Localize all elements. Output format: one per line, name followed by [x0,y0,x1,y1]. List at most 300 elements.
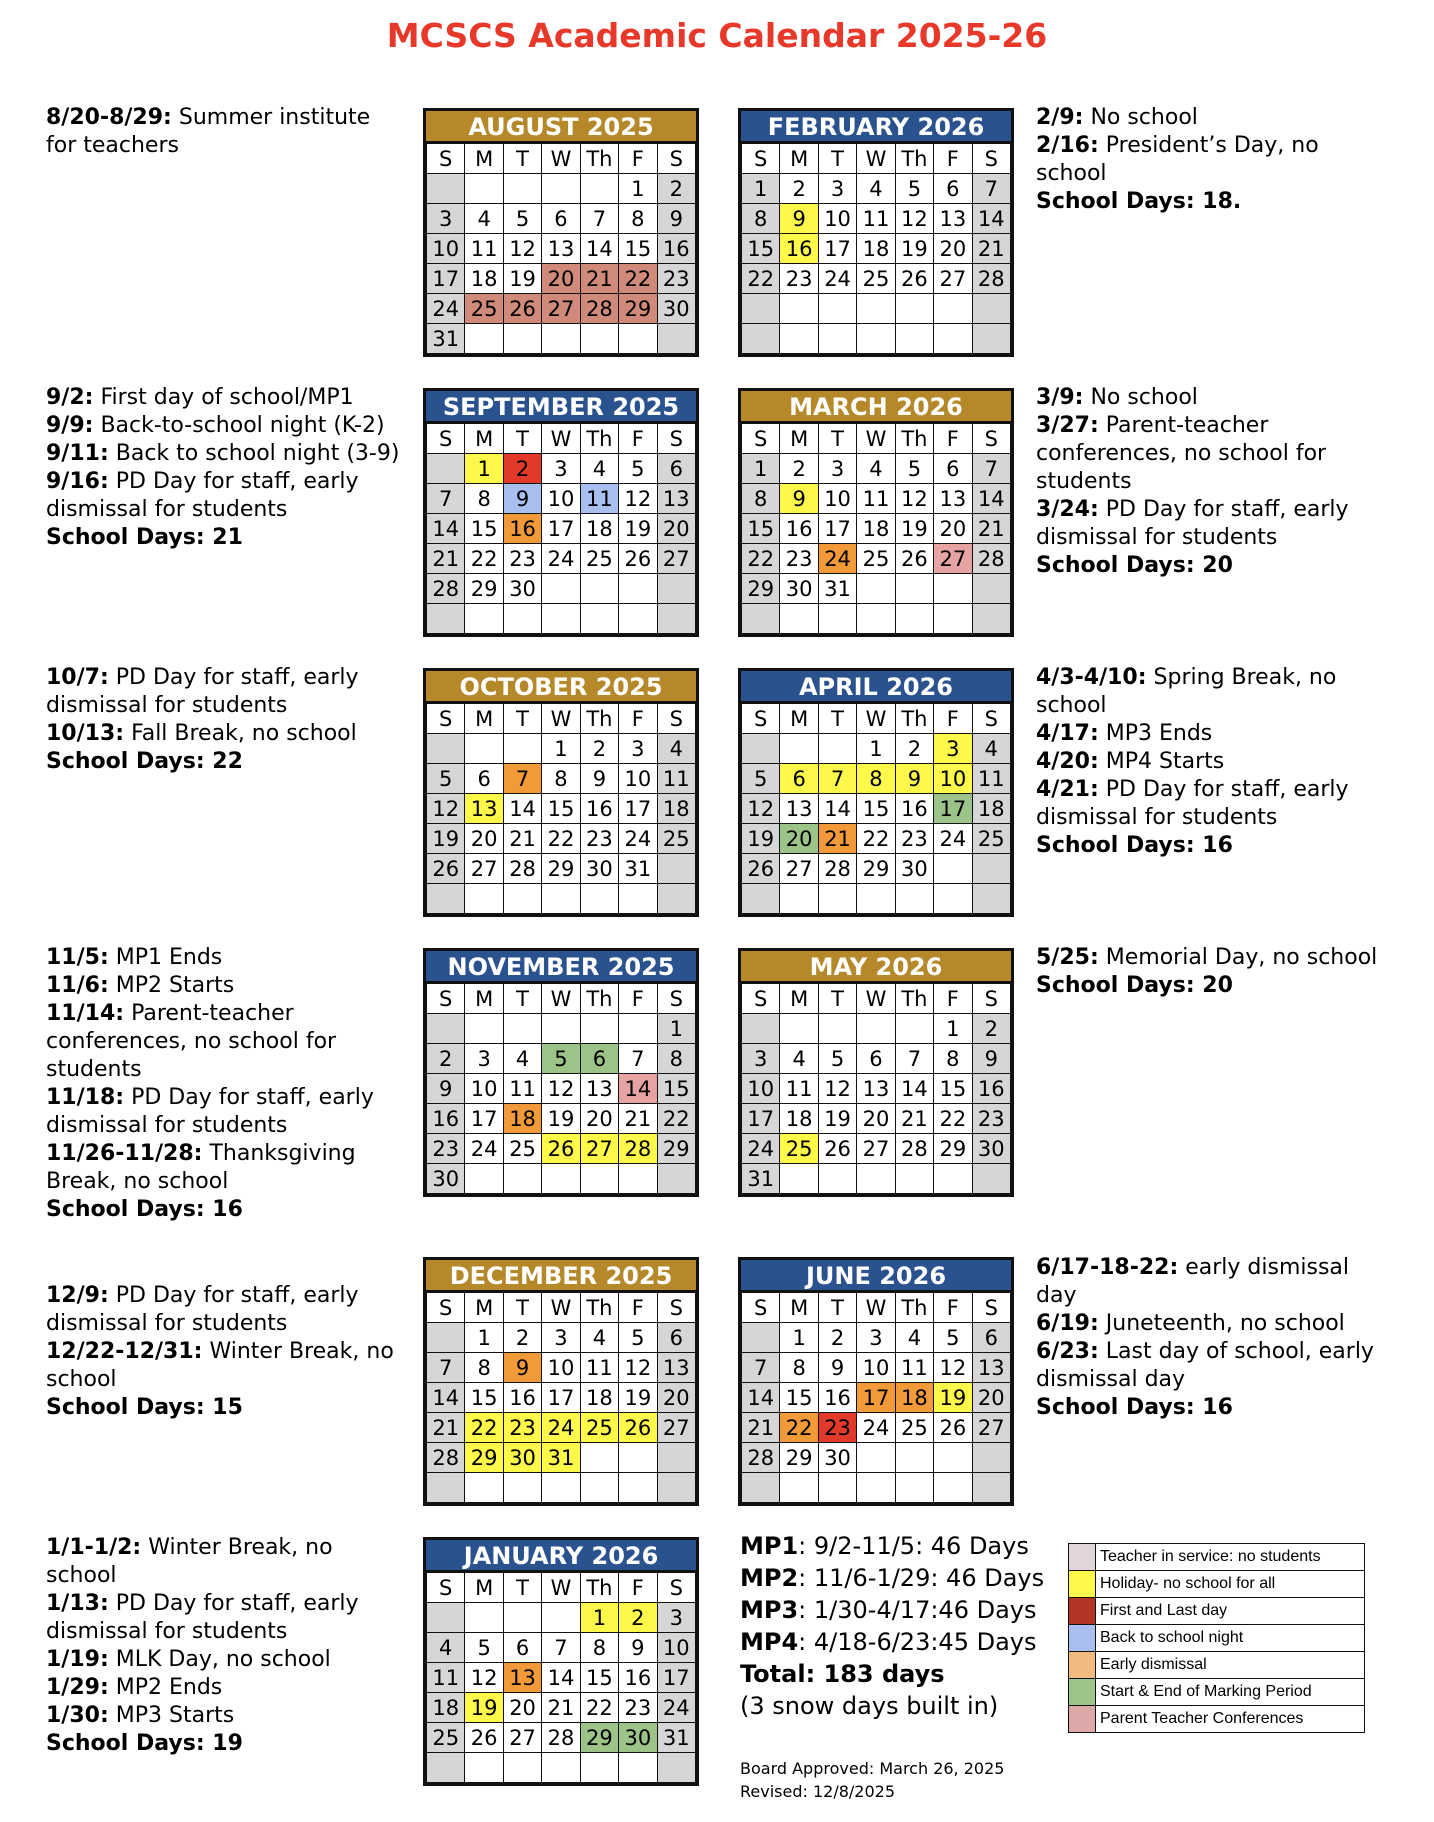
marking-period-label: MP1 [740,1532,799,1560]
legend-swatch [1069,1625,1096,1652]
calendar-day: 27 [972,1413,1010,1443]
calendar-empty-cell [427,1473,465,1503]
calendar-day: 18 [657,794,695,824]
calendar-empty-cell [465,604,503,634]
notes-february [1036,104,1396,216]
calendar-day: 21 [427,544,465,574]
calendar-empty-cell [857,294,895,324]
note-line [46,104,406,160]
calendar-day: 13 [934,484,972,514]
calendar-empty-cell [542,1753,580,1783]
note-date: 4/20: [1036,749,1099,774]
legend-label: Holiday- no school for all [1096,1571,1365,1598]
calendar-grid [426,703,696,914]
weekday-header: T [818,1293,856,1323]
calendar-empty-cell [895,604,933,634]
note-text: Summer institute for teachers [46,105,371,158]
note-line [1036,1254,1396,1310]
calendar-day: 31 [619,854,657,884]
calendar-empty-cell [619,1443,657,1473]
calendar-day: 5 [742,764,780,794]
calendar-day: 1 [465,1323,503,1353]
calendar-day: 25 [580,1413,618,1443]
calendar-day: 11 [780,1074,818,1104]
calendar-day: 22 [619,264,657,294]
calendar-empty-cell [465,734,503,764]
calendar-empty-cell [818,294,856,324]
note-text: Back-to-school night (K-2) [93,413,385,438]
calendar-day: 17 [742,1104,780,1134]
calendar-day: 23 [780,264,818,294]
calendar-empty-cell [818,1473,856,1503]
calendar-day: 4 [503,1044,541,1074]
note-date: 9/11: [46,441,109,466]
calendar-empty-cell [465,1753,503,1783]
calendar-day: 17 [542,514,580,544]
note-date: 9/16: [46,469,109,494]
note-line [46,1702,406,1730]
note-line [46,524,406,552]
weekday-header: S [972,144,1010,174]
weekday-header: Th [580,1573,618,1603]
calendar-empty-cell [934,324,972,354]
notes-march [1036,384,1396,580]
legend-item [1069,1706,1365,1733]
calendar-day: 30 [503,1443,541,1473]
calendar-day: 3 [542,1323,580,1353]
notes-september [46,384,406,552]
calendar-day: 17 [465,1104,503,1134]
note-text: PD Day for staff, early dismissal for students [1036,497,1349,550]
notes-november [46,944,406,1224]
calendar-day: 13 [657,484,695,514]
calendar-day: 7 [742,1353,780,1383]
calendar-empty-cell [427,1603,465,1633]
calendar-day: 23 [895,824,933,854]
calendar-empty-cell [972,854,1010,884]
calendar-day: 2 [780,454,818,484]
weekday-header: M [465,1293,503,1323]
calendar-day: 14 [818,794,856,824]
weekday-header: M [465,1573,503,1603]
calendar-day: 28 [972,264,1010,294]
calendar-empty-cell [972,1443,1010,1473]
note-line [46,412,406,440]
calendar-day: 7 [427,484,465,514]
calendar-day: 9 [427,1074,465,1104]
calendar-grid [426,423,696,634]
calendar-day: 20 [465,824,503,854]
calendar-day: 12 [542,1074,580,1104]
calendar-empty-cell [780,734,818,764]
note-date: School Days: 15 [46,1395,243,1420]
calendar-day: 2 [580,734,618,764]
calendar-day: 3 [427,204,465,234]
calendar-month-title: NOVEMBER 2025 [426,951,696,983]
calendar-empty-cell [465,1473,503,1503]
calendar-empty-cell [657,574,695,604]
calendar-empty-cell [657,884,695,914]
calendar-day: 7 [895,1044,933,1074]
calendar-day: 15 [580,1663,618,1693]
calendar-day: 27 [934,544,972,574]
calendar-empty-cell [427,884,465,914]
calendar-day: 1 [657,1014,695,1044]
legend-label: Early dismissal [1096,1652,1365,1679]
calendar-day: 25 [780,1134,818,1164]
calendar-empty-cell [427,1323,465,1353]
calendar-day: 22 [657,1104,695,1134]
calendar-day: 19 [542,1104,580,1134]
calendar-day: 17 [542,1383,580,1413]
calendar-day: 10 [619,764,657,794]
calendar-empty-cell [657,1753,695,1783]
note-date: 11/14: [46,1001,125,1026]
note-text: Fall Break, no school [124,721,357,746]
note-text: Winter Break, no school [46,1535,333,1588]
weekday-header: Th [580,1293,618,1323]
note-text: Juneteenth, no school [1098,1311,1345,1336]
calendar-day: 21 [895,1104,933,1134]
calendar-empty-cell [542,174,580,204]
notes-december [46,1282,406,1422]
weekday-header: F [934,984,972,1014]
note-text: First day of school/MP1 [93,385,354,410]
calendar-day: 12 [895,484,933,514]
note-text: No school [1083,385,1198,410]
calendar-empty-cell [857,324,895,354]
calendar-day: 27 [465,854,503,884]
calendar-day: 13 [972,1353,1010,1383]
calendar-day: 20 [542,264,580,294]
calendar-day: 11 [857,484,895,514]
calendar-empty-cell [580,1753,618,1783]
calendar-day: 1 [780,1323,818,1353]
calendar-empty-cell [972,324,1010,354]
calendar-day: 1 [742,454,780,484]
calendar-empty-cell [657,1443,695,1473]
note-line [46,1590,406,1646]
calendar-day: 22 [780,1413,818,1443]
calendar-empty-cell [780,1014,818,1044]
calendar-month-title: JUNE 2026 [741,1260,1011,1292]
calendar-day: 14 [542,1663,580,1693]
calendar-day: 16 [895,794,933,824]
calendar-empty-cell [972,1164,1010,1194]
calendar-day: 20 [657,1383,695,1413]
calendar-day: 6 [934,454,972,484]
calendar-empty-cell [542,1473,580,1503]
calendar-empty-cell [818,1164,856,1194]
calendar-empty-cell [580,1473,618,1503]
calendar-empty-cell [895,1443,933,1473]
calendar-day: 5 [542,1044,580,1074]
board-approved-text: Board Approved: March 26, 2025 [740,1759,1005,1778]
notes-august [46,104,406,160]
calendar-day: 22 [742,264,780,294]
calendar-day: 14 [619,1074,657,1104]
notes-january [46,1534,406,1758]
calendar-day: 25 [857,544,895,574]
calendar-day: 11 [503,1074,541,1104]
calendar-day: 9 [780,484,818,514]
marking-period-value: : 4/18-6/23:45 Days [798,1628,1037,1656]
calendar-day: 27 [934,264,972,294]
calendar-day: 2 [503,1323,541,1353]
calendar-day: 2 [895,734,933,764]
calendar-day: 21 [818,824,856,854]
note-line [46,1730,406,1758]
calendar-day: 25 [580,544,618,574]
weekday-header: T [503,1573,541,1603]
calendar-august-2025 [423,108,699,357]
calendar-day: 17 [818,514,856,544]
calendar-day: 9 [619,1633,657,1663]
calendar-day: 22 [465,1413,503,1443]
calendar-day: 28 [972,544,1010,574]
calendar-month-title: APRIL 2026 [741,671,1011,703]
calendar-grid [741,143,1011,354]
calendar-day: 7 [972,454,1010,484]
weekday-header: Th [895,704,933,734]
calendar-day: 31 [657,1723,695,1753]
calendar-month-title: FEBRUARY 2026 [741,111,1011,143]
calendar-day: 8 [934,1044,972,1074]
note-date: 6/23: [1036,1339,1099,1364]
calendar-day: 6 [972,1323,1010,1353]
calendar-empty-cell [427,454,465,484]
note-date: 4/17: [1036,721,1099,746]
note-line [46,1646,406,1674]
calendar-day: 17 [934,794,972,824]
calendar-day: 19 [742,824,780,854]
calendar-day: 18 [780,1104,818,1134]
calendar-day: 15 [657,1074,695,1104]
calendar-day: 11 [857,204,895,234]
calendar-day: 16 [657,234,695,264]
calendar-month-title: JANUARY 2026 [426,1540,696,1572]
calendar-day: 28 [580,294,618,324]
note-date: School Days: 19 [46,1731,243,1756]
calendar-empty-cell [619,574,657,604]
calendar-day: 20 [857,1104,895,1134]
calendar-day: 27 [503,1723,541,1753]
weekday-header: W [857,704,895,734]
calendar-day: 24 [934,824,972,854]
weekday-header: M [780,1293,818,1323]
weekday-header: S [427,984,465,1014]
weekday-header: F [619,704,657,734]
calendar-day: 10 [542,484,580,514]
calendar-may-2026 [738,948,1014,1197]
marking-period-line [740,1594,1044,1626]
calendar-day: 24 [427,294,465,324]
calendar-month-title: SEPTEMBER 2025 [426,391,696,423]
calendar-empty-cell [657,1473,695,1503]
note-date: School Days: 18. [1036,189,1242,214]
weekday-header: W [542,144,580,174]
calendar-day: 8 [742,484,780,514]
calendar-empty-cell [818,734,856,764]
calendar-day: 21 [580,264,618,294]
calendar-empty-cell [580,1014,618,1044]
calendar-day: 9 [503,1353,541,1383]
calendar-empty-cell [427,174,465,204]
calendar-empty-cell [580,604,618,634]
calendar-day: 8 [657,1044,695,1074]
note-text: PD Day for staff, early dismissal for students [46,665,359,718]
calendar-day: 29 [742,574,780,604]
calendar-day: 29 [580,1723,618,1753]
note-date: 4/3-4/10: [1036,665,1147,690]
calendar-day: 12 [503,234,541,264]
calendar-day: 13 [503,1663,541,1693]
note-date: 10/7: [46,665,109,690]
weekday-header: S [972,1293,1010,1323]
note-date: 11/26-11/28: [46,1141,203,1166]
marking-period-value: : 11/6-1/29: 46 Days [798,1564,1045,1592]
calendar-empty-cell [580,1164,618,1194]
weekday-header: W [542,984,580,1014]
weekday-header: F [934,1293,972,1323]
calendar-day: 18 [857,514,895,544]
calendar-day: 16 [780,514,818,544]
note-date: School Days: 21 [46,525,243,550]
note-text: PD Day for staff, early dismissal for students [46,1085,374,1138]
weekday-header: M [465,704,503,734]
calendar-empty-cell [657,1164,695,1194]
calendar-day: 17 [657,1663,695,1693]
calendar-day: 20 [580,1104,618,1134]
marking-period-label: MP3 [740,1596,799,1624]
marking-period-line [740,1562,1044,1594]
weekday-header: T [818,144,856,174]
calendar-day: 10 [427,234,465,264]
weekday-header: F [619,1573,657,1603]
calendar-day: 27 [657,544,695,574]
note-date: 1/13: [46,1591,109,1616]
note-line [1036,1310,1396,1338]
weekday-header: W [857,144,895,174]
calendar-empty-cell [619,884,657,914]
weekday-header: T [503,984,541,1014]
calendar-empty-cell [503,1014,541,1044]
calendar-empty-cell [972,884,1010,914]
notes-october [46,664,406,776]
note-date: School Days: 16 [1036,1395,1233,1420]
weekday-header: S [657,704,695,734]
calendar-month-title: MARCH 2026 [741,391,1011,423]
note-text: Parent-teacher conferences, no school for students [46,1001,337,1082]
calendar-day: 13 [542,234,580,264]
calendar-day: 3 [742,1044,780,1074]
calendar-day: 15 [742,234,780,264]
note-date: 3/24: [1036,497,1099,522]
calendar-day: 16 [619,1663,657,1693]
calendar-day: 16 [972,1074,1010,1104]
calendar-day: 15 [465,1383,503,1413]
note-date: School Days: 16 [46,1197,243,1222]
weekday-header: W [542,1573,580,1603]
revised-text: Revised: 12/8/2025 [740,1782,896,1801]
calendar-day: 7 [619,1044,657,1074]
calendar-empty-cell [818,324,856,354]
calendar-day: 11 [465,234,503,264]
calendar-day: 9 [972,1044,1010,1074]
calendar-empty-cell [934,1164,972,1194]
calendar-day: 5 [895,454,933,484]
note-line [46,720,406,748]
calendar-empty-cell [465,174,503,204]
weekday-header: S [427,144,465,174]
calendar-empty-cell [780,324,818,354]
note-line [1036,972,1396,1000]
calendar-day: 3 [619,734,657,764]
calendar-day: 21 [542,1693,580,1723]
note-date: School Days: 22 [46,749,243,774]
note-date: 6/17-18-22: [1036,1255,1179,1280]
calendar-day: 13 [780,794,818,824]
calendar-day: 3 [934,734,972,764]
calendar-day: 9 [503,484,541,514]
calendar-empty-cell [934,1443,972,1473]
note-line [46,1338,406,1394]
calendar-empty-cell [780,604,818,634]
weekday-header: T [503,704,541,734]
calendar-day: 10 [934,764,972,794]
note-line [1036,104,1396,132]
calendar-day: 19 [619,1383,657,1413]
calendar-day: 9 [818,1353,856,1383]
calendar-day: 5 [619,454,657,484]
calendar-day: 11 [895,1353,933,1383]
calendar-day: 4 [895,1323,933,1353]
calendar-empty-cell [972,294,1010,324]
calendar-month-title: AUGUST 2025 [426,111,696,143]
calendar-day: 4 [465,204,503,234]
weekday-header: T [503,424,541,454]
calendar-day: 16 [780,234,818,264]
calendar-day: 23 [503,1413,541,1443]
weekday-header: Th [895,144,933,174]
calendar-day: 11 [580,484,618,514]
calendar-day: 22 [742,544,780,574]
calendar-day: 26 [427,854,465,884]
calendar-empty-cell [857,1164,895,1194]
calendar-day: 18 [895,1383,933,1413]
weekday-header: S [657,424,695,454]
calendar-day: 17 [427,264,465,294]
calendar-empty-cell [619,1473,657,1503]
calendar-day: 4 [427,1633,465,1663]
calendar-empty-cell [503,884,541,914]
calendar-day: 5 [503,204,541,234]
calendar-empty-cell [503,174,541,204]
weekday-header: Th [895,1293,933,1323]
calendar-day: 1 [934,1014,972,1044]
weekday-header: F [619,424,657,454]
calendar-day: 14 [972,484,1010,514]
calendar-day: 2 [972,1014,1010,1044]
note-date: 2/16: [1036,133,1099,158]
calendar-day: 4 [580,1323,618,1353]
weekday-header: T [818,424,856,454]
calendar-empty-cell [934,884,972,914]
calendar-day: 29 [780,1443,818,1473]
calendar-empty-cell [742,884,780,914]
calendar-empty-cell [857,574,895,604]
calendar-day: 23 [818,1413,856,1443]
